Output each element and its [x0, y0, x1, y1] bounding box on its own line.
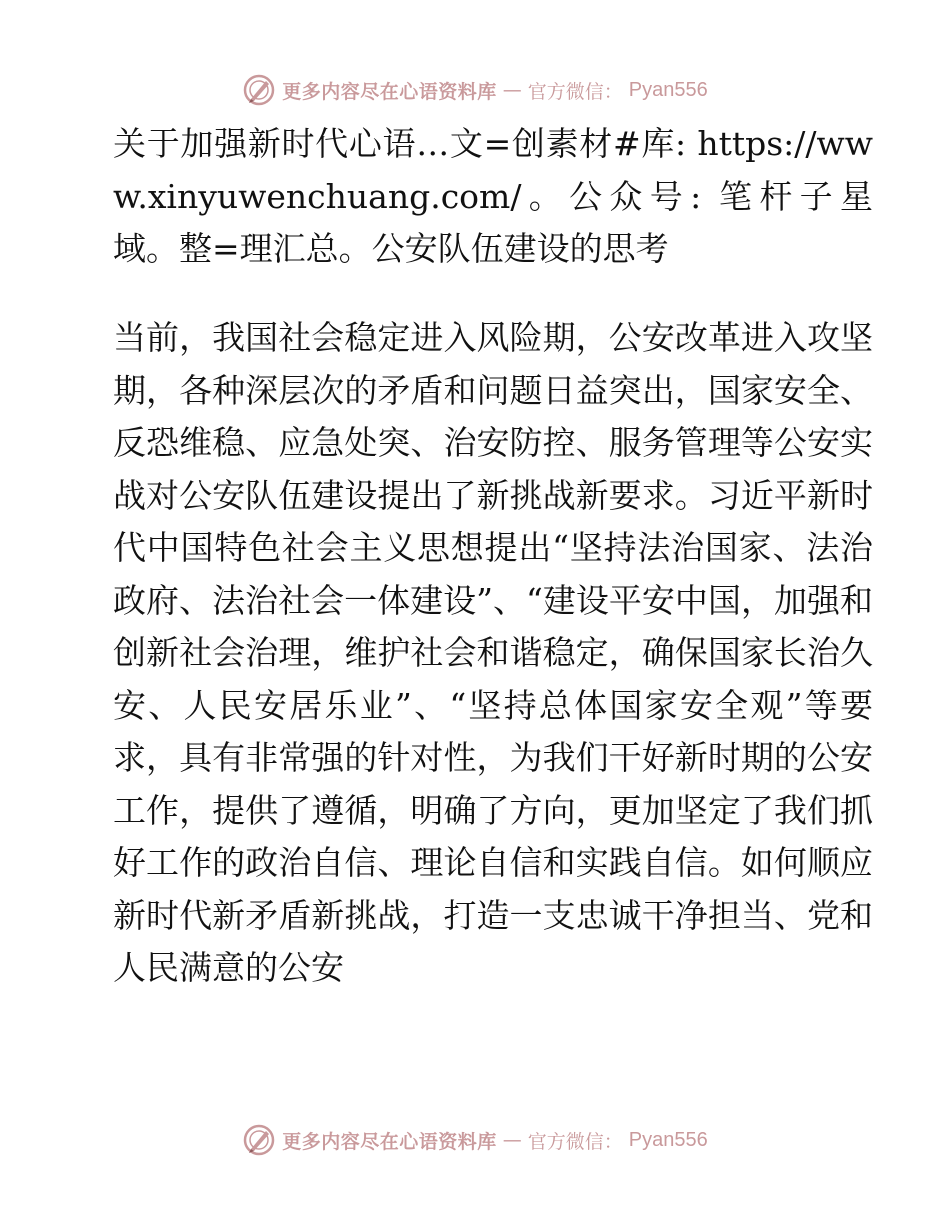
watermark-wechat-id: Pyan556 — [628, 78, 708, 101]
document-title: 关于加强新时代心语…文=创素材#库: https://www.xinyuwenchuang.com/。公众号: 笔杆子星域。整=理汇总。公安队伍建设的思考 — [113, 124, 873, 268]
pen-logo-icon — [242, 1123, 276, 1157]
pen-logo-icon — [242, 73, 276, 107]
footer-watermark — [0, 1120, 950, 1160]
watermark-separator: — — [502, 1129, 522, 1151]
watermark-wechat-label: 官方微信： — [527, 1130, 623, 1153]
header-watermark — [0, 70, 950, 110]
body-paragraph: 当前，我国社会稳定进入风险期，公安改革进入攻坚期，各种深层次的矛盾和问题日益突出，国家安全、反恐维稳、应急处突、治安防控、服务管理等公安实战对公安队伍建设提出了新挑战新要求。习近平新时代中国特色社会主义思想提出“坚持法治国家、法治政府、法治社会一体建设”、“建设平安中国，加强和创新社会治理，维护社会和谐稳定，确保国家长治久安、人民安居乐业”、“坚持总体国家安全观”等要求，具有非常强的针对性，为我们干好新时期的公安工作，提供了遵循，明确了方向，更加坚定了我们抓好工作的政治自信、理论自信和实践自信。如何顺应新时代新矛盾新挑战，打造一支忠诚干净担当、党和人民满意的公安 — [113, 318, 873, 987]
watermark-site-text: 更多内容尽在心语资料库 — [282, 80, 497, 103]
watermark-site-text: 更多内容尽在心语资料库 — [282, 1130, 497, 1153]
watermark-wechat-id: Pyan556 — [628, 1128, 708, 1151]
watermark-wechat-label: 官方微信： — [527, 80, 623, 103]
watermark-separator: — — [502, 79, 522, 101]
